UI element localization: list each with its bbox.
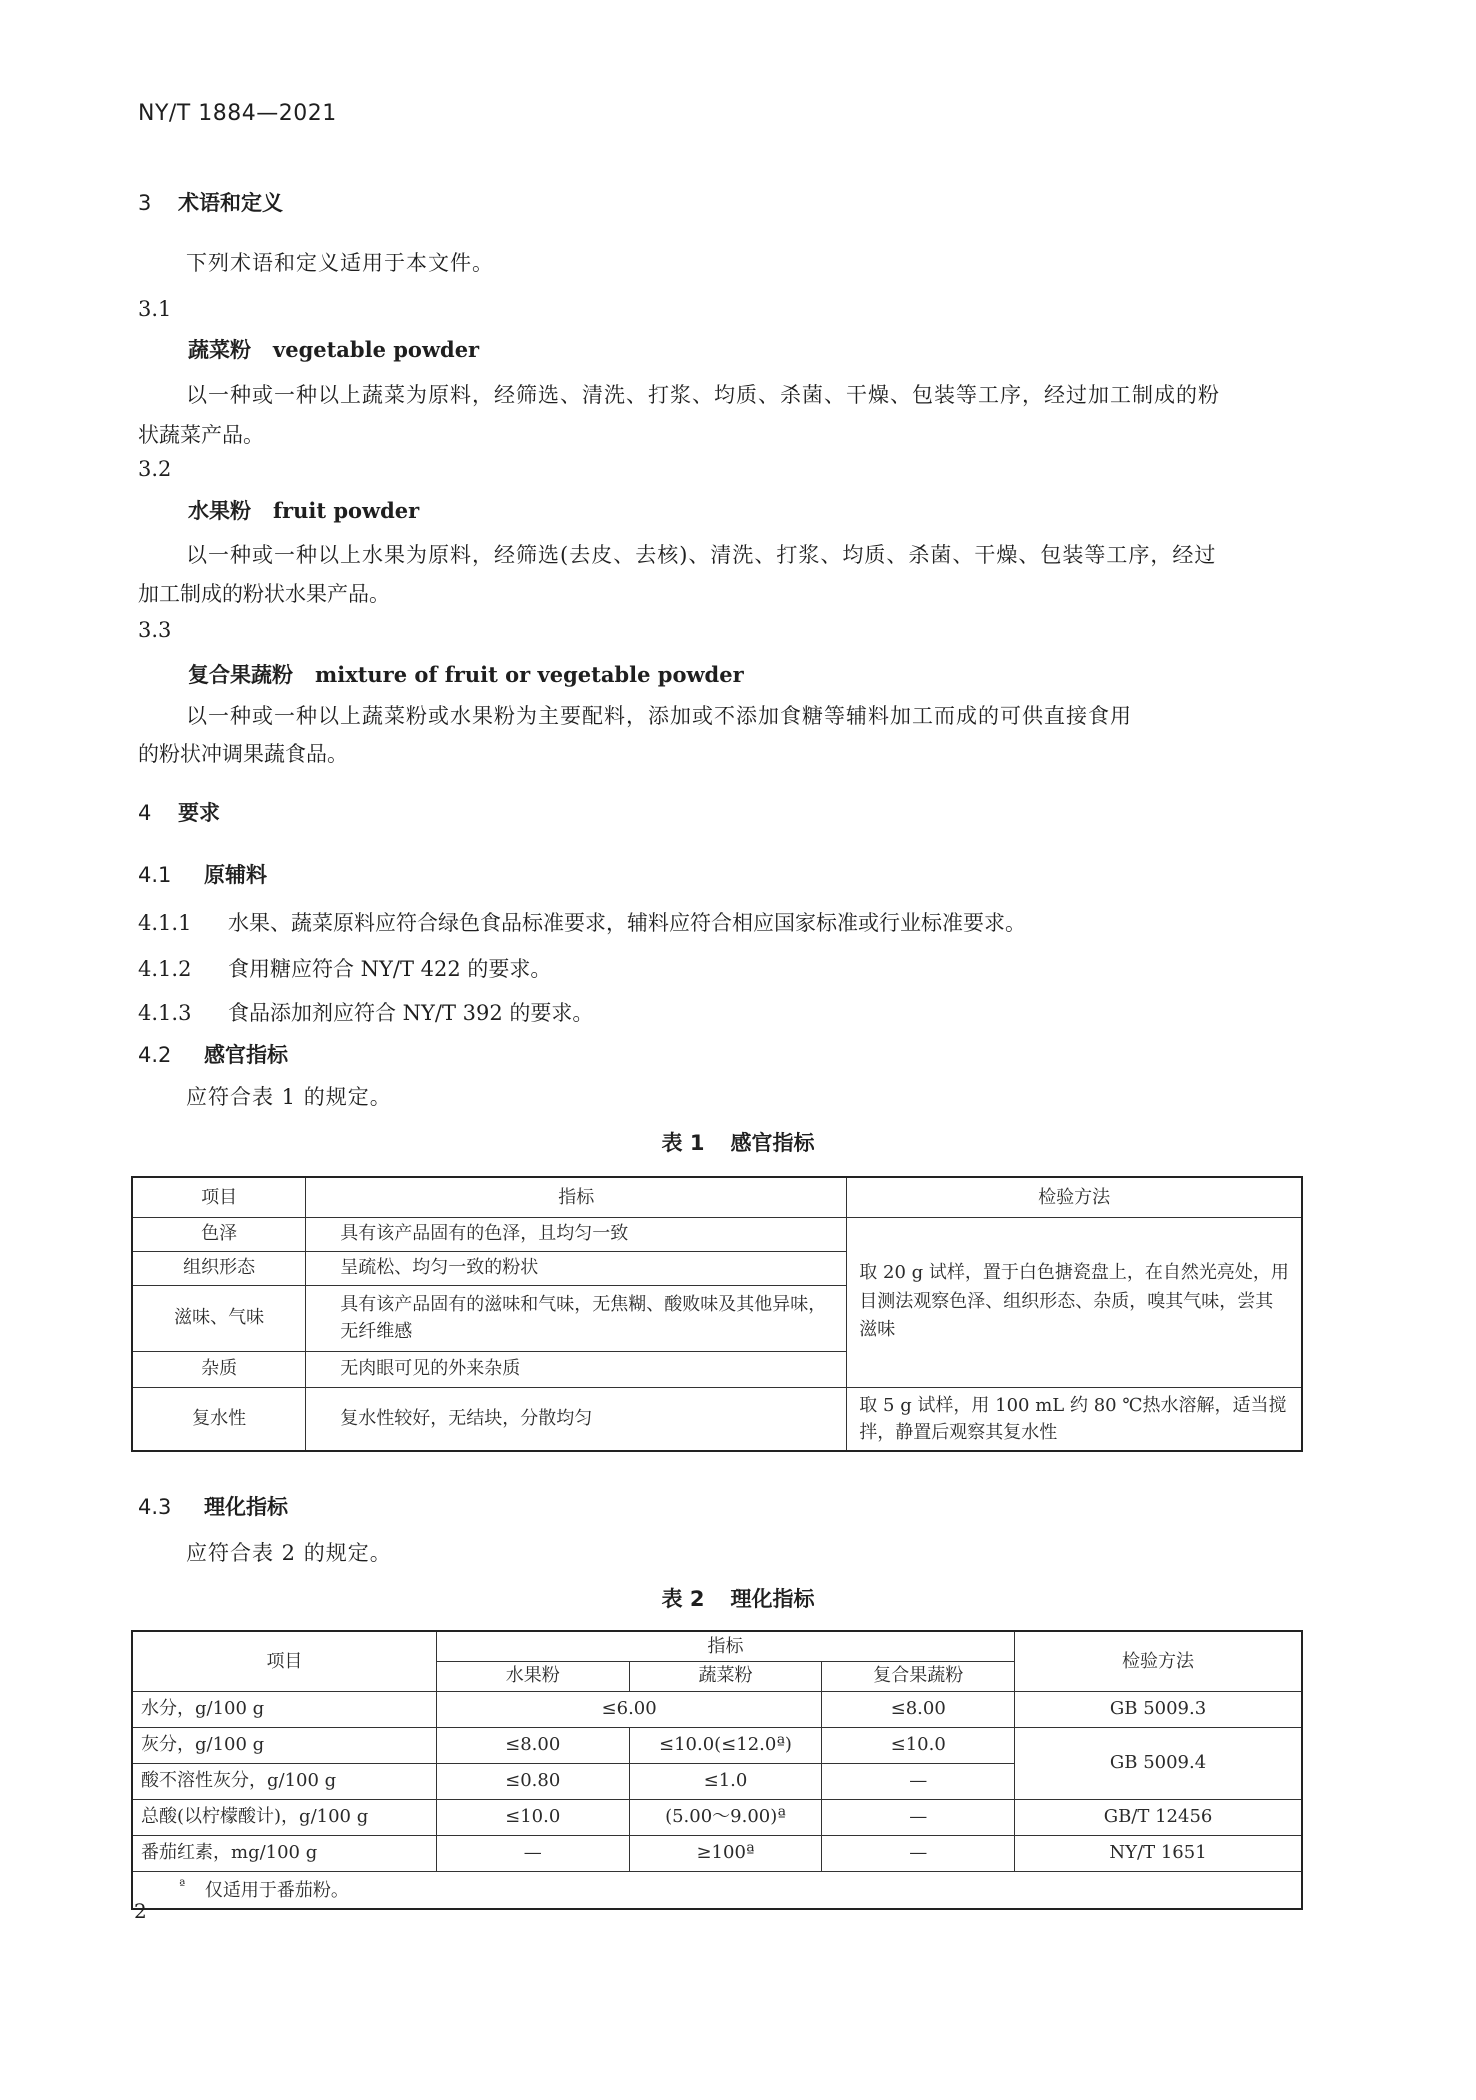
- clause-3-3-number: 3.3: [138, 618, 172, 642]
- row-mix-value: ≤10.0: [822, 1727, 1015, 1763]
- header-index: 指标: [306, 1177, 847, 1217]
- term-vegetable-powder: [138, 336, 1358, 363]
- section-title: 术语和定义: [178, 191, 283, 215]
- caption-title: 感官指标: [730, 1131, 815, 1155]
- section-4-heading: [138, 800, 1308, 827]
- section-3-heading: [138, 190, 1308, 217]
- sensory-table: [131, 1176, 1303, 1452]
- document-code: NY/T 1884—2021: [138, 101, 337, 126]
- clause-number: 4.1.3: [138, 1001, 192, 1025]
- section-title: 理化指标: [204, 1495, 288, 1519]
- clause-4-1-1: [138, 910, 1308, 937]
- footnote-mark: ª: [179, 1877, 186, 1893]
- term-en: vegetable powder: [273, 337, 480, 362]
- header-method: 检验方法: [847, 1177, 1302, 1217]
- row-item: 水分，g/100 g: [132, 1691, 436, 1727]
- method-visual-check: 取 20 g 试样，置于白色搪瓷盘上，在自然光亮处，用目测法观察色泽、组织形态、杂质，嗅其气味，尝其滋味: [847, 1217, 1302, 1387]
- term-en: mixture of fruit or vegetable powder: [315, 662, 744, 687]
- row-fruit-value: —: [436, 1835, 629, 1871]
- section-title: 感官指标: [204, 1043, 288, 1067]
- header-mixture-powder: 复合果蔬粉: [822, 1661, 1015, 1691]
- table-header-row: [132, 1177, 1302, 1217]
- clause-text: 食品添加剂应符合 NY/T 392 的要求。: [228, 1001, 594, 1025]
- row-index: 具有该产品固有的色泽，且均匀一致: [306, 1217, 847, 1251]
- page-number: 2: [134, 1899, 147, 1923]
- section-3-intro: 下列术语和定义适用于本文件。: [186, 251, 494, 275]
- row-method: GB/T 12456: [1015, 1799, 1302, 1835]
- section-4-3-heading: [138, 1494, 1308, 1521]
- table-1-caption: [0, 1130, 1476, 1157]
- row-item: 灰分，g/100 g: [132, 1727, 436, 1763]
- section-title: 要求: [178, 801, 220, 825]
- row-fruit-value: ≤0.80: [436, 1763, 629, 1799]
- row-fruit-value: ≤10.0: [436, 1799, 629, 1835]
- physicochemical-table: [131, 1630, 1303, 1910]
- table-row: [132, 1387, 1302, 1451]
- row-mix-value: —: [822, 1799, 1015, 1835]
- clause-text: 食用糖应符合 NY/T 422 的要求。: [228, 957, 552, 981]
- definition-line-1: 以一种或一种以上蔬菜为原料，经筛选、清洗、打浆、均质、杀菌、干燥、包装等工序，经过加工制成的粉: [186, 383, 1220, 407]
- clause-4-1-2: [138, 956, 1308, 983]
- row-item: 组织形态: [132, 1251, 306, 1285]
- definition-line-1: 以一种或一种以上蔬菜粉或水果粉为主要配料，添加或不添加食糖等辅料加工而成的可供直接食用: [186, 704, 1132, 728]
- table-row: [132, 1799, 1302, 1835]
- section-number: 3: [138, 191, 152, 215]
- section-4-2-text: 应符合表 1 的规定。: [186, 1085, 392, 1109]
- section-4-3-text: 应符合表 2 的规定。: [186, 1541, 392, 1565]
- table-row: [132, 1835, 1302, 1871]
- row-index: 无肉眼可见的外来杂质: [306, 1351, 847, 1387]
- row-method: GB 5009.4: [1015, 1727, 1302, 1799]
- section-4-1-heading: [138, 862, 1308, 889]
- row-item: 酸不溶性灰分，g/100 g: [132, 1763, 436, 1799]
- header-method: 检验方法: [1015, 1631, 1302, 1691]
- header-index: 指标: [436, 1631, 1014, 1661]
- section-number: 4.3: [138, 1495, 172, 1519]
- table-row: [132, 1217, 1302, 1251]
- table-footnote: [132, 1871, 1302, 1909]
- section-4-2-heading: [138, 1042, 1308, 1069]
- row-index: 具有该产品固有的滋味和气味，无焦糊、酸败味及其他异味，无纤维感: [306, 1285, 847, 1351]
- method-rehydration: 取 5 g 试样，用 100 mL 约 80 ℃热水溶解，适当搅拌，静置后观察其复水性: [847, 1387, 1302, 1451]
- row-veg-value: ≤1.0: [629, 1763, 822, 1799]
- clause-4-1-3: [138, 1000, 1308, 1027]
- header-item: 项目: [132, 1631, 436, 1691]
- row-method: NY/T 1651: [1015, 1835, 1302, 1871]
- term-cn: 蔬菜粉: [188, 337, 251, 362]
- row-index: 复水性较好，无结块，分散均匀: [306, 1387, 847, 1451]
- row-item: 总酸(以柠檬酸计)，g/100 g: [132, 1799, 436, 1835]
- clause-text: 水果、蔬菜原料应符合绿色食品标准要求，辅料应符合相应国家标准或行业标准要求。: [228, 911, 1026, 935]
- header-vegetable-powder: 蔬菜粉: [629, 1661, 822, 1691]
- row-index: 呈疏松、均匀一致的粉状: [306, 1251, 847, 1285]
- clause-number: 4.1.2: [138, 957, 192, 981]
- definition-line-2: 的粉状冲调果蔬食品。: [138, 742, 348, 766]
- clause-3-2-number: 3.2: [138, 457, 172, 481]
- row-item: 番茄红素，mg/100 g: [132, 1835, 436, 1871]
- table-2-caption: [0, 1586, 1476, 1613]
- caption-number: 表 1: [661, 1131, 705, 1155]
- definition-line-1: 以一种或一种以上水果为原料，经筛选(去皮、去核)、清洗、打浆、均质、杀菌、干燥、包装等工序，经过: [186, 543, 1217, 567]
- caption-number: 表 2: [661, 1587, 705, 1611]
- row-item: 滋味、气味: [132, 1285, 306, 1351]
- table-header-row: [132, 1631, 1302, 1661]
- section-number: 4.1: [138, 863, 172, 887]
- table-row: [132, 1727, 1302, 1763]
- clause-3-1-number: 3.1: [138, 297, 172, 321]
- row-item: 杂质: [132, 1351, 306, 1387]
- row-item: 复水性: [132, 1387, 306, 1451]
- table-row: [132, 1691, 1302, 1727]
- table-footnote-row: [132, 1871, 1302, 1909]
- term-cn: 水果粉: [188, 498, 251, 523]
- caption-title: 理化指标: [730, 1587, 815, 1611]
- section-title: 原辅料: [204, 863, 267, 887]
- term-mixture-powder: [138, 661, 1358, 688]
- term-en: fruit powder: [273, 498, 420, 523]
- row-fruit-value: ≤8.00: [436, 1727, 629, 1763]
- header-item: 项目: [132, 1177, 306, 1217]
- row-mix-value: —: [822, 1763, 1015, 1799]
- term-fruit-powder: [138, 497, 1358, 524]
- footnote-text: 仅适用于番茄粉。: [204, 1879, 349, 1901]
- term-cn: 复合果蔬粉: [188, 662, 293, 687]
- row-mix-value: —: [822, 1835, 1015, 1871]
- clause-number: 4.1.1: [138, 911, 192, 935]
- row-veg-value: ≥100ª: [629, 1835, 822, 1871]
- row-method: GB 5009.3: [1015, 1691, 1302, 1727]
- row-fruit-veg-value: ≤6.00: [436, 1691, 822, 1727]
- row-veg-value: ≤10.0(≤12.0ª): [629, 1727, 822, 1763]
- definition-line-2: 加工制成的粉状水果产品。: [138, 582, 390, 606]
- row-item: 色泽: [132, 1217, 306, 1251]
- header-fruit-powder: 水果粉: [436, 1661, 629, 1691]
- row-mix-value: ≤8.00: [822, 1691, 1015, 1727]
- definition-line-2: 状蔬菜产品。: [138, 423, 264, 447]
- row-veg-value: (5.00～9.00)ª: [629, 1799, 822, 1835]
- section-number: 4.2: [138, 1043, 172, 1067]
- section-number: 4: [138, 801, 152, 825]
